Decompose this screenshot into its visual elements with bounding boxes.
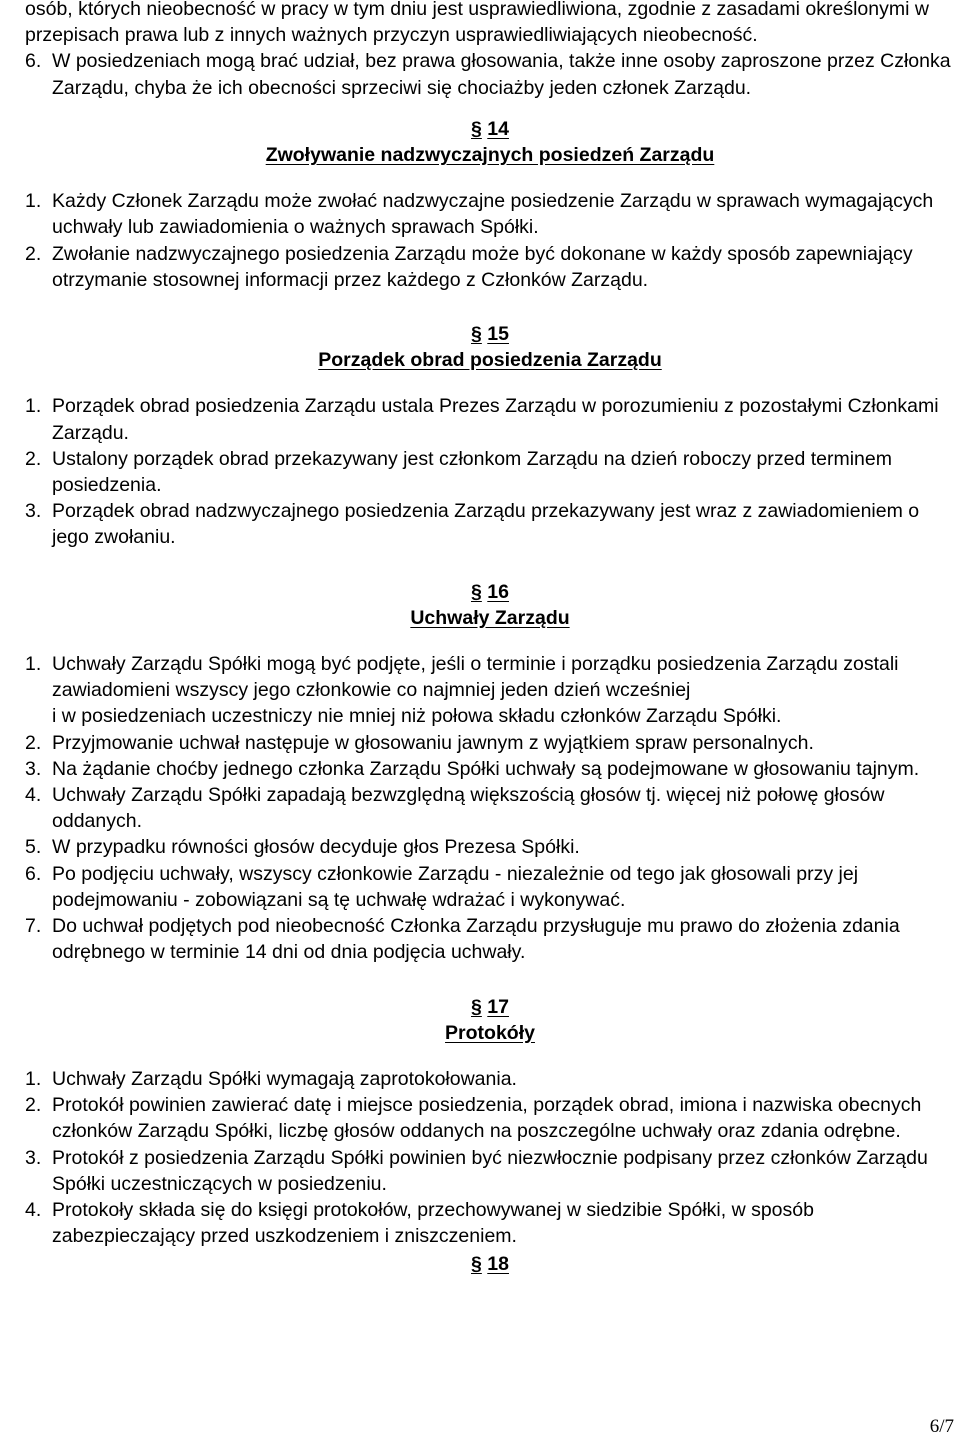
- list-number: 3.: [25, 757, 42, 780]
- list-item: [25, 241, 955, 293]
- section-title: Porządek obrad posiedzenia Zarządu: [318, 349, 662, 372]
- list-text: Protokół z posiedzenia Zarządu Spółki powinien być niezwłocznie podpisany przez członków Zarządu Spółki uczestniczących w posiedzeniu.: [52, 1146, 928, 1195]
- page-number: 6/7: [929, 1416, 954, 1437]
- list-item: [25, 1066, 955, 1092]
- list-item: [25, 393, 955, 445]
- list-number: 2.: [25, 731, 42, 754]
- section-number: 17: [487, 995, 509, 1018]
- section-number: 16: [487, 580, 509, 603]
- list-item: [25, 651, 955, 730]
- list-text: Na żądanie choćby jednego członka Zarządu Spółki uchwały są podejmowane w głosowaniu tajnym.: [52, 757, 920, 780]
- section-heading: [25, 994, 955, 1046]
- list-number: 2.: [25, 1094, 42, 1117]
- list-item: [25, 1145, 955, 1197]
- list-text: Protokół powinien zawierać datę i miejsce posiedzenia, porządek obrad, imiona i nazwiska obecnych członków Zarządu Spółki, liczbę głosów oddanych na poszczególne uchwały oraz zdania odrębne.: [52, 1094, 922, 1143]
- list-text-continuation: i w posiedzeniach uczestniczy nie mniej niż połowa składu członków Zarządu Spółki.: [52, 705, 782, 728]
- section-number: 14: [487, 117, 509, 140]
- list-number: 7.: [25, 915, 42, 938]
- intro-continuation: osób, których nieobecność w pracy w tym dniu jest usprawiedliwiona, zgodnie z zasadami określonymi w przepisach prawa lub z innych ważnych przyczyn usprawiedliwiających nieobecność.: [25, 0, 929, 47]
- section-title: Uchwały Zarządu: [410, 606, 570, 629]
- list-text: Po podjęciu uchwały, wszyscy członkowie Zarządu - niezależnie od tego jak głosowali przy jej podejmowaniu - zobowiązani są tę uchwałę wdrażać i wykonywać.: [52, 862, 859, 911]
- list-item: [25, 1197, 955, 1249]
- section-number: 18: [487, 1253, 509, 1276]
- list-item: [25, 834, 955, 860]
- document-content: [25, 0, 955, 1278]
- list-number: 3.: [25, 500, 42, 523]
- list-number: 1.: [25, 653, 42, 676]
- list-number: 1.: [25, 1067, 42, 1090]
- list-text: Ustalony porządek obrad przekazywany jest członkom Zarządu na dzień roboczy przed terminem posiedzenia.: [52, 447, 892, 497]
- list-text: Uchwały Zarządu Spółki zapadają bezwzględną większością głosów tj. więcej niż połowę głosów oddanych.: [52, 784, 885, 833]
- list-number: 2.: [25, 242, 42, 265]
- section-heading: [25, 1251, 955, 1277]
- section-sign: §: [471, 995, 482, 1018]
- list-item: [25, 1092, 955, 1144]
- list-text: W przypadku równości głosów decyduje głos Prezesa Spółki.: [52, 836, 580, 859]
- section-heading: [25, 116, 955, 168]
- list-number: 5.: [25, 836, 42, 859]
- list-item: [25, 498, 955, 550]
- list-number: 4.: [25, 1198, 42, 1221]
- list-item: [25, 913, 955, 965]
- section-number: 15: [487, 323, 509, 346]
- list-text: Przyjmowanie uchwał następuje w głosowaniu jawnym z wyjątkiem spraw personalnych.: [52, 731, 814, 754]
- list-item: [25, 188, 955, 240]
- list-item: [25, 48, 955, 100]
- list-number: 1.: [25, 190, 42, 213]
- list-item: [25, 446, 955, 498]
- section-sign: §: [471, 1253, 482, 1276]
- section-sign: §: [471, 323, 482, 346]
- list-text: Uchwały Zarządu Spółki mogą być podjęte, jeśli o terminie i porządku posiedzenia Zarządu zostali zawiadomieni wszyscy jego członkowie co najmniej jeden dzień wcześniej: [52, 653, 899, 702]
- list-text: Protokoły składa się do księgi protokołów, przechowywanej w siedzibie Spółki, w sposób zabezpieczający przed uszkodzeniem i zniszczeniem.: [52, 1198, 814, 1248]
- list-text: Każdy Członek Zarządu może zwołać nadzwyczajne posiedzenie Zarządu w sprawach wymagających uchwały lub zawiadomienia o ważnych sprawach Spółki.: [52, 190, 934, 239]
- list-number: 4.: [25, 784, 42, 807]
- section-heading: [25, 579, 955, 631]
- section-title: Zwoływanie nadzwyczajnych posiedzeń Zarządu: [265, 144, 715, 167]
- list-text: W posiedzeniach mogą brać udział, bez prawa głosowania, także inne osoby zaproszone przez Członka Zarządu, chyba że ich obecności sprzeciwi się chociażby jeden członek Zarządu.: [52, 50, 951, 99]
- list-item: [25, 861, 955, 913]
- list-number: 6.: [25, 50, 42, 73]
- list-text: Do uchwał podjętych pod nieobecność Członka Zarządu przysługuje mu prawo do złożenia zdania odrębnego w terminie 14 dni od dnia podjęcia uchwały.: [52, 915, 900, 964]
- list-number: 2.: [25, 447, 42, 470]
- section-sign: §: [471, 580, 482, 603]
- list-text: Porządek obrad posiedzenia Zarządu ustala Prezes Zarządu w porozumieniu z pozostałymi Członkami Zarządu.: [52, 395, 939, 444]
- list-number: 3.: [25, 1146, 42, 1169]
- list-item: [25, 730, 955, 756]
- list-text: Porządek obrad nadzwyczajnego posiedzenia Zarządu przekazywany jest wraz z zawiadomieniem o jego zwołaniu.: [52, 500, 920, 549]
- list-number: 6.: [25, 862, 42, 885]
- section-title: Protokóły: [445, 1021, 535, 1044]
- list-text: Zwołanie nadzwyczajnego posiedzenia Zarządu może być dokonane w każdy sposób zapewniający otrzymanie stosownej informacji przez każdego z Członków Zarządu.: [52, 242, 913, 291]
- list-text: Uchwały Zarządu Spółki wymagają zaprotokołowania.: [52, 1067, 517, 1090]
- section-sign: §: [471, 117, 482, 140]
- section-heading: [25, 321, 955, 373]
- list-item: [25, 756, 955, 782]
- list-number: 1.: [25, 395, 42, 418]
- list-item: [25, 782, 955, 834]
